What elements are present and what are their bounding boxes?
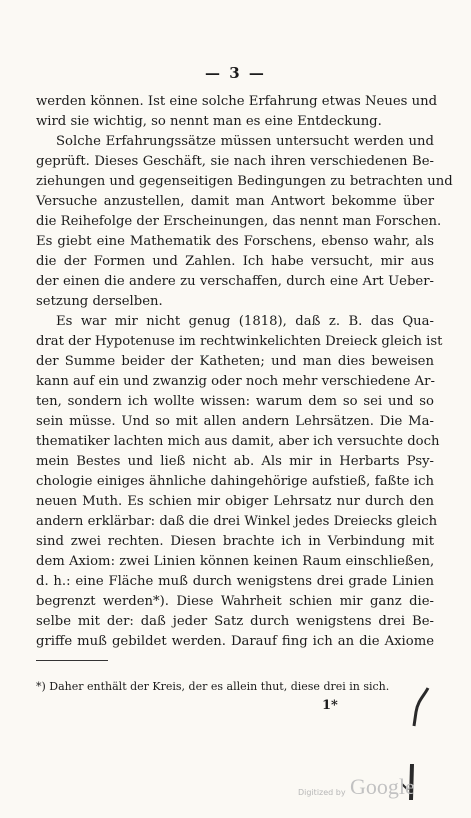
text-line: ziehungen und gegenseitigen Bedingungen zu betrachten und	[36, 174, 453, 189]
text-line: Es war mir nicht genug (1818), daß z. B. das Qua-	[56, 314, 434, 329]
page-number-header: — 3 —	[205, 64, 266, 82]
google-watermark	[298, 776, 458, 806]
text-line: drat der Hypotenuse im rechtwinkelichten Dreieck gleich ist	[36, 334, 443, 349]
text-line: Es giebt eine Mathematik des Forschens, ebenso wahr, als	[36, 234, 434, 249]
digitized-by-text: Digitized by	[298, 788, 346, 797]
text-line: selbe mit der: daß jeder Satz durch wenigstens drei Be-	[36, 614, 434, 629]
text-line: der Summe beider der Katheten; und man dies beweisen	[36, 354, 434, 369]
text-line: Versuche anzustellen, damit man Antwort bekomme über	[36, 194, 434, 209]
text-line: die der Formen und Zahlen. Ich habe versucht, mir aus	[36, 254, 434, 269]
text-line: der einen die andere zu verschaffen, durch eine Art Ueber-	[36, 274, 434, 289]
signature-mark: 1*	[322, 698, 338, 713]
text-line: begrenzt werden*). Diese Wahrheit schien mir ganz die-	[36, 594, 434, 609]
text-line: ten, sondern ich wollte wissen: warum dem so sei und so	[36, 394, 434, 409]
text-line: mein Bestes und ließ nicht ab. Als mir in Herbarts Psy-	[36, 454, 434, 469]
text-line: werden können. Ist eine solche Erfahrung etwas Neues und	[36, 94, 438, 109]
text-line: sein müsse. Und so mit allen andern Lehrsätzen. Die Ma-	[36, 414, 434, 429]
google-logo: Google	[350, 774, 415, 799]
footnote: *) Daher enthält der Kreis, der es allein thut, diese drei in sich.	[36, 680, 390, 693]
text-line: wird sie wichtig, so nennt man es eine Entdeckung.	[36, 114, 382, 129]
footnote-divider	[36, 660, 108, 661]
text-line: chologie einiges ähnliche dahingehörige aufstieß, faßte ich	[36, 474, 434, 489]
body-text	[36, 92, 453, 652]
text-line: d. h.: eine Fläche muß durch wenigstens drei grade Linien	[36, 574, 434, 589]
text-line: kann auf ein und zwanzig oder noch mehr verschiedene Ar-	[36, 374, 435, 389]
text-line: thematiker lachten mich aus damit, aber ich versuchte doch	[36, 434, 440, 449]
text-line: Solche Erfahrungssätze müssen untersucht werden und	[56, 134, 434, 149]
text-line: sind zwei rechten. Diesen brachte ich in Verbindung mit	[36, 534, 434, 549]
text-line: die Reihefolge der Erscheinungen, das nennt man Forschen.	[36, 214, 442, 229]
text-line: dem Axiom: zwei Linien können keinen Raum einschließen,	[36, 554, 435, 569]
text-line: andern erklärbar: daß die drei Winkel jedes Dreiecks gleich	[36, 514, 438, 529]
text-line: setzung derselben.	[36, 294, 163, 309]
text-line: griffe muß gebildet werden. Darauf fing ich an die Axiome	[36, 634, 434, 649]
text-line: geprüft. Dieses Geschäft, sie nach ihren verschiedenen Be-	[36, 154, 434, 169]
text-line: neuen Muth. Es schien mir obiger Lehrsatz nur durch den	[36, 494, 434, 509]
